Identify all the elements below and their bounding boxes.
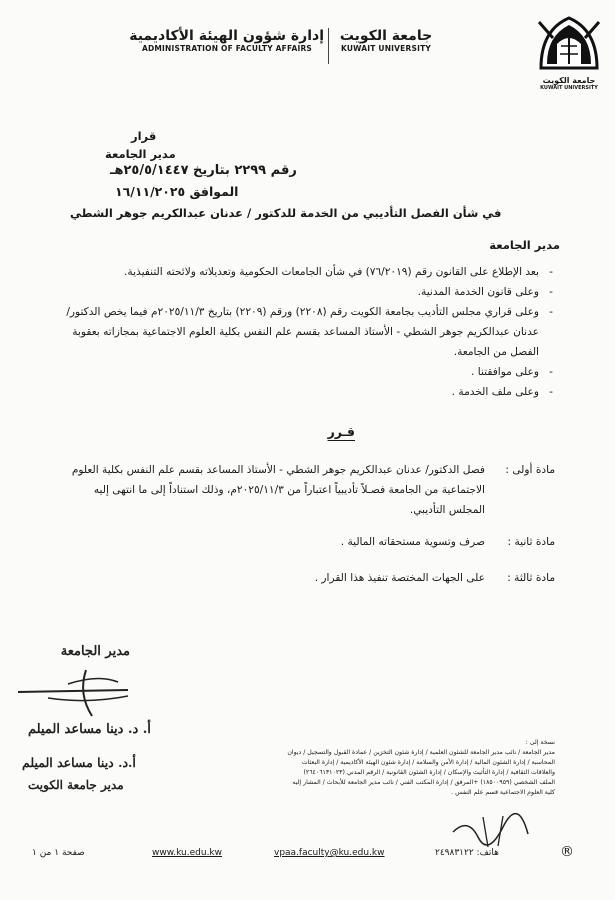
decision-issuer: مدير الجامعة <box>105 147 176 161</box>
article-label: مادة أولى : <box>505 464 555 476</box>
university-name-en: KUWAIT UNIVERSITY <box>340 44 432 53</box>
cc-line: مدير الجامعة / نائب مدير الجامعة للشئون العلمية / إدارة شئون التخزين / عمادة القبول والتسجيل / ديوان <box>287 749 555 756</box>
preamble-item: - وعلى موافقتنا . <box>55 362 555 382</box>
university-emblem-icon <box>533 12 605 74</box>
registered-mark-icon: ® <box>560 844 574 860</box>
article-text: صرف وتسوية مستحقاته المالية . <box>340 536 485 548</box>
resolution-heading: قـرر <box>327 424 355 439</box>
signature-scribble <box>8 664 148 724</box>
footer-page-number: صفحة ١ من ١ <box>32 848 85 858</box>
kuwait-university-logo <box>533 12 605 94</box>
article-text: فصل الدكتور/ عدنان عبدالكريم جوهر الشطي - الأستاذ المساعد بقسم علم النفس بكلية العلوم الاجتماعية من الجامعة فصـلاً تأديبياً اعتباراً من ٢٠٢٥/١١/٣م، وذلك استناداً إلى ما انتهى إليه المجلس التأديبي. <box>71 464 485 516</box>
preamble-list <box>55 262 555 402</box>
signature-name-handwritten: أ. د. دينا مساعد الميلم <box>28 722 151 737</box>
decision-title: قرار <box>131 129 157 143</box>
preamble-heading: مدير الجامعة <box>489 238 560 252</box>
initials-scribble <box>448 812 538 852</box>
preamble-item: - وعلى قراري مجلس التأديب بجامعة الكويت رقم (٢٢٠٨) ورقم (٢٢٠٩) بتاريخ ٢٠٢٥/١١/٣م فيما يخص الدكتور/ عدنان عبدالكريم جوهر الشطي - الأستاذ المساعد بقسم علم النفس بكلية العلوم الاجتماعية بمجازاته بعقوبة الفصل من الجامعة. <box>55 302 555 362</box>
footer-email-link[interactable]: vpaa.faculty@ku.edu.kw <box>274 848 385 858</box>
preamble-item: - وعلى ملف الخدمة . <box>55 382 555 402</box>
phone-label: هاتف: <box>476 848 499 858</box>
cc-list <box>235 738 555 798</box>
logo-label-en: KUWAIT UNIVERSITY <box>540 85 598 91</box>
signature-title: مدير الجامعة <box>60 644 130 659</box>
article-1 <box>55 460 555 532</box>
preamble-item: - بعد الإطلاع على القانون رقم (٧٦/٢٠١٩) في شأن الجامعات الحكومية وتعديلاته ولائحته التنفيذية. <box>55 262 555 282</box>
cc-line: كلية العلوم الاجتماعية قسم علم النفس . <box>451 789 555 796</box>
logo-label-ar: جامعة الكويت <box>542 76 596 85</box>
university-name-ar: جامعة الكويت <box>339 28 433 44</box>
decision-date: الموافق ١٦/١١/٢٠٢٥ <box>115 184 239 199</box>
article-2 <box>55 532 555 568</box>
article-3 <box>55 568 555 598</box>
header-divider <box>328 28 329 64</box>
decision-number: رقم ٢٢٩٩ بتاريخ ٢٥/٥/١٤٤٧هـ <box>110 163 297 178</box>
article-label: مادة ثانية : <box>507 536 555 548</box>
department-name-en: ADMINISTRATION OF FACULTY AFFAIRS <box>141 44 313 53</box>
preamble-item: - وعلى قانون الخدمة المدنية. <box>55 282 555 302</box>
cc-line: المحاسبة / إدارة الشئون المالية / إدارة الأمن والسلامة / إدارة شئون الهيئة الأكاديمية / إدارة البعثات <box>301 759 555 766</box>
phone-number: ٢٤٩٨٣١٢٢ <box>435 848 474 858</box>
cc-heading: نسخة إلى : <box>525 739 555 746</box>
cc-line: والعلاقات الثقافية / إدارة التأثيث والإسكان / إدارة الشئون القانونية / الرقم المدني (٢٦٤٠٦١٣١٠٢٣) <box>303 769 555 776</box>
cc-line: الملف الشخصي (١٨٥٠٠٩٥٩) +المرفق / إدارة المكتب الفني / نائب مدير الجامعة للأبحاث / المشار إليه <box>292 779 555 786</box>
signature-name-printed: أ.د. دينا مساعد الميلم <box>22 755 136 770</box>
footer-phone <box>435 848 499 858</box>
department-name-ar: إدارة شؤون الهيئة الأكاديمية <box>129 28 324 44</box>
footer-website-link[interactable]: www.ku.edu.kw <box>152 848 223 858</box>
signature-position: مدير جامعة الكويت <box>28 778 124 792</box>
decision-subject: في شأن الفصل التأديبي من الخدمة للدكتور / عدنان عبدالكريم جوهر الشطي <box>70 206 502 220</box>
article-label: مادة ثالثة : <box>507 572 555 584</box>
article-text: على الجهات المختصة تنفيذ هذا القرار . <box>314 572 485 584</box>
